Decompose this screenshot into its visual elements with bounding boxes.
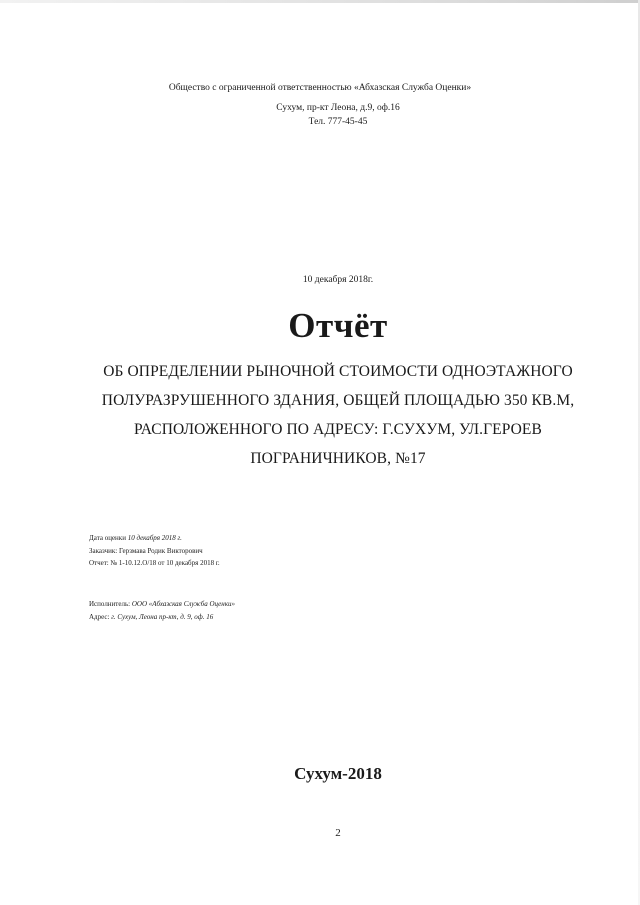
report-subtitle: [70, 357, 606, 473]
report-title: Отчёт: [288, 306, 388, 345]
organization-name: Общество с ограниченной ответственностью «Абхазская Служба Оценки»: [168, 83, 472, 93]
report-date: 10 декабря 2018г.: [302, 275, 374, 285]
subtitle-line: ПОГРАНИЧНИКОВ, №17: [250, 450, 426, 467]
executor-address-row: [89, 611, 235, 624]
subtitle-line: РАСПОЛОЖЕННОГО ПО АДРЕСУ: Г.СУХУМ, УЛ.ГЕРОЕВ: [134, 421, 542, 438]
report-number-value: № 1-10.12.О/18 от 10 декабря 2018 г.: [110, 559, 220, 567]
executor-value: ООО «Абхазская Служба Оценки»: [131, 600, 236, 608]
report-number-label: Отчет:: [89, 559, 109, 567]
valuation-date-value: 10 декабря 2018 г.: [127, 534, 182, 542]
valuation-date-label: Дата оценки: [89, 534, 126, 542]
executor-details: [89, 598, 235, 623]
organization-address: Сухум, пр-кт Леона, д.9, оф.16: [276, 103, 400, 113]
customer-row: [89, 545, 220, 558]
customer-value: Герзмава Родик Викторович: [119, 546, 203, 555]
valuation-date-row: [89, 532, 220, 545]
organization-phone: Тел. 777-45-45: [308, 117, 368, 127]
report-details: [89, 532, 220, 570]
executor-label: Исполнитель:: [89, 600, 131, 608]
executor-address-label: Адрес:: [89, 612, 110, 621]
report-number-row: [89, 557, 220, 570]
subtitle-line: ОБ ОПРЕДЕЛЕНИИ РЫНОЧНОЙ СТОИМОСТИ ОДНОЭТАЖНОГО: [103, 363, 573, 380]
scan-edge-top: [0, 0, 640, 3]
customer-label: Заказчик:: [89, 546, 118, 555]
executor-address-value: г. Сухум, Леона пр-кт, д. 9, оф. 16: [111, 612, 214, 621]
page-number: 2: [335, 827, 341, 839]
organization-contacts: [0, 101, 640, 129]
city-year: Сухум-2018: [294, 764, 382, 783]
executor-row: [89, 598, 235, 611]
subtitle-line: ПОЛУРАЗРУШЕННОГО ЗДАНИЯ, ОБЩЕЙ ПЛОЩАДЬЮ 350 КВ.М,: [101, 392, 575, 409]
